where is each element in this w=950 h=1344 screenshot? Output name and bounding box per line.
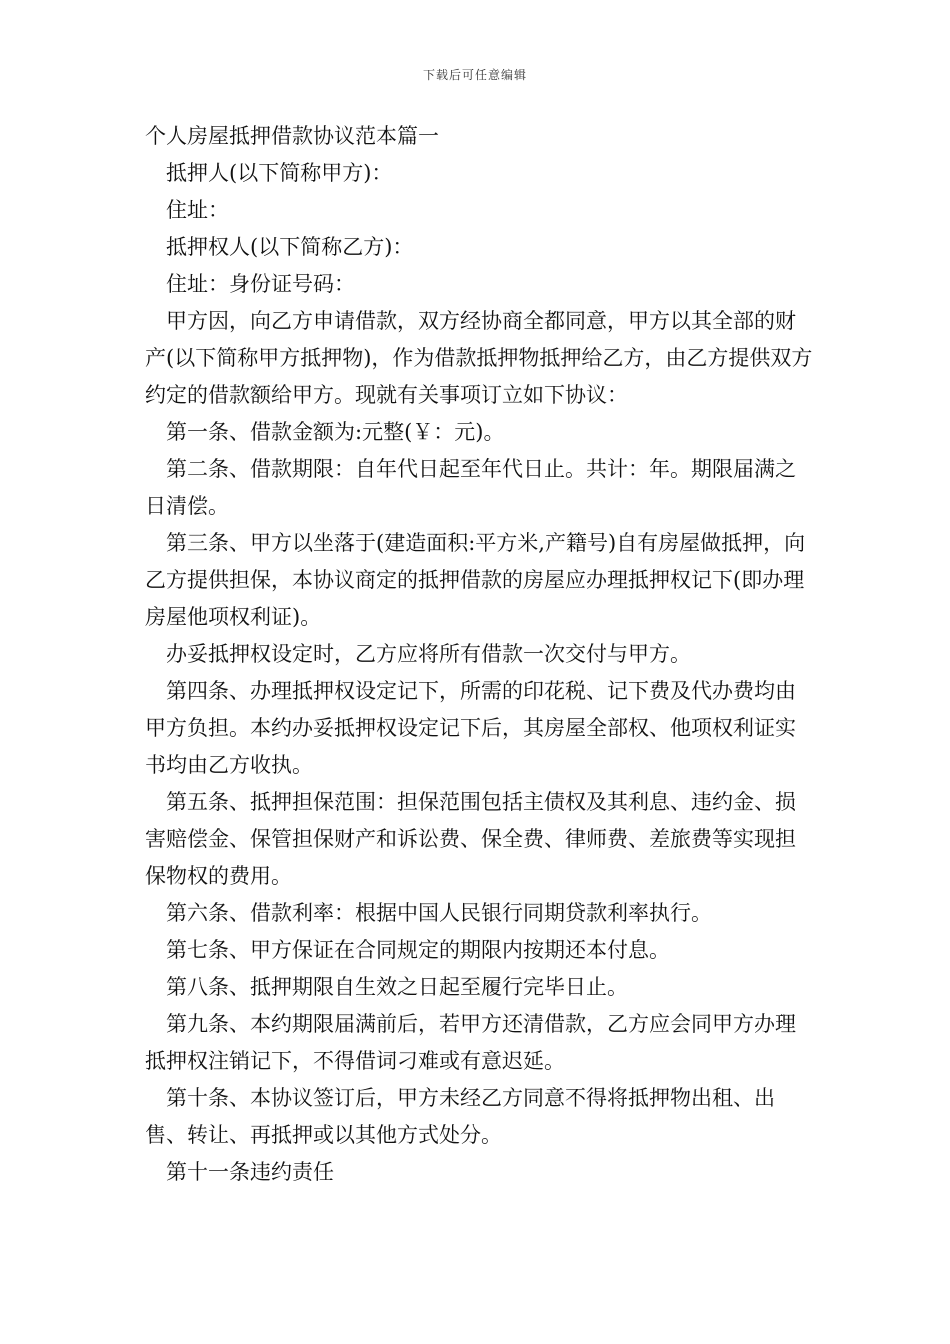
paragraph-article-7: 第七条、甲方保证在合同规定的期限内按期还本付息。 [166, 938, 670, 962]
document-title: 个人房屋抵押借款协议范本篇一 [145, 124, 439, 148]
paragraph-article-2: 第二条、借款期限：自年代日起至年代日止。共计：年。期限届满之日清偿。 [145, 457, 796, 518]
paragraph-article-8: 第八条、抵押期限自生效之日起至履行完毕日止。 [166, 975, 628, 999]
paragraph-article-11-heading: 第十一条违约责任 [166, 1160, 334, 1184]
paragraph-mortgagee-address: 住址：身份证号码： [166, 272, 355, 296]
paragraph-article-10: 第十条、本协议签订后，甲方未经乙方同意不得将抵押物出租、出售、转让、再抵押或以其他方式处分。 [145, 1086, 775, 1147]
paragraph-article-4: 第四条、办理抵押权设定记下，所需的印花税、记下费及代办费均由甲方负担。本约办妥抵押权设定记下后，其房屋全部权、他项权利证实书均由乙方收执。 [145, 679, 796, 777]
paragraph-article-6: 第六条、借款利率：根据中国人民银行同期贷款利率执行。 [166, 901, 712, 925]
paragraph-article-9: 第九条、本约期限届满前后，若甲方还清借款，乙方应会同甲方办理抵押权注销记下，不得借词刁难或有意迟延。 [145, 1012, 796, 1073]
paragraph-mortgagor: 抵押人(以下简称甲方)： [166, 161, 393, 185]
paragraph-preamble: 甲方因，向乙方申请借款，双方经协商全都同意，甲方以其全部的财产(以下简称甲方抵押物)，作为借款抵押物抵押给乙方，由乙方提供双方约定的借款额给甲方。现就有关事项订立如下协议： [145, 309, 813, 407]
paragraph-article-5: 第五条、抵押担保范围：担保范围包括主债权及其利息、违约金、损害赔偿金、保管担保财产和诉讼费、保全费、律师费、差旅费等实现担保物权的费用。 [145, 790, 796, 888]
page-header-note: 下载后可任意编辑 [422, 68, 527, 82]
document-body [145, 118, 813, 1191]
paragraph-article-3: 第三条、甲方以坐落于(建造面积:平方米,产籍号)自有房屋做抵押，向乙方提供担保，本协议商定的抵押借款的房屋应办理抵押权记下(即办理房屋他项权利证)。 [145, 531, 806, 629]
paragraph-article-1: 第一条、借款金额为:元整(￥：元)。 [166, 420, 505, 444]
paragraph-mortgagee: 抵押权人(以下简称乙方)： [166, 235, 414, 259]
paragraph-mortgagor-address: 住址： [166, 198, 229, 222]
paragraph-loan-delivery: 办妥抵押权设定时，乙方应将所有借款一次交付与甲方。 [166, 642, 691, 666]
